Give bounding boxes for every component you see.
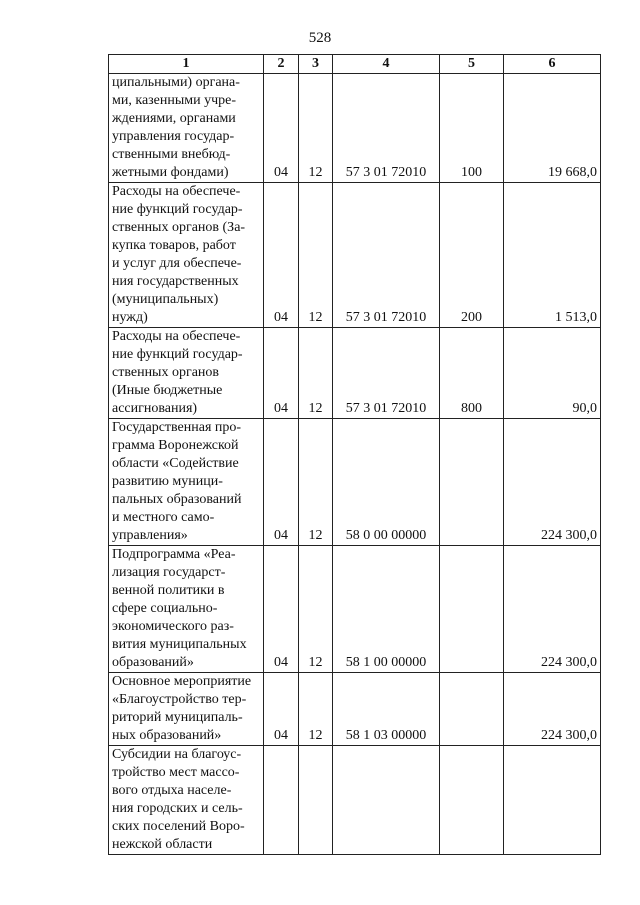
header-col-3: 3: [299, 55, 333, 74]
row-expense-type: [440, 673, 504, 746]
table-row: [109, 673, 601, 746]
row-name: Подпрограмма «Реа- лизация государст- венной политики в сфере социально- экономического раз- вития муниципальных образований»: [109, 546, 264, 673]
row-name: Государственная про- грамма Воронежской области «Содействие развитию муници- пальных образований и местного само- управления»: [109, 419, 264, 546]
row-name: Расходы на обеспече- ние функций государ- ственных органов (Иные бюджетные ассигнования): [109, 328, 264, 419]
table-row: [109, 746, 601, 855]
row-expense-type: [440, 546, 504, 673]
header-col-1: 1: [109, 55, 264, 74]
row-section: 04: [264, 74, 299, 183]
row-section: 04: [264, 183, 299, 328]
row-section: 04: [264, 419, 299, 546]
row-name: Субсидии на благоус- тройство мест массо- вого отдыха населе- ния городских и сель- ских поселений Воро- нежской области: [109, 746, 264, 855]
row-amount: 90,0: [504, 328, 601, 419]
row-expense-type: 800: [440, 328, 504, 419]
row-section: [264, 746, 299, 855]
row-target-article: 58 1 03 00000: [333, 673, 440, 746]
row-subsection: [299, 746, 333, 855]
budget-table: [108, 54, 601, 855]
row-expense-type: [440, 746, 504, 855]
header-col-4: 4: [333, 55, 440, 74]
row-expense-type: 200: [440, 183, 504, 328]
header-col-2: 2: [264, 55, 299, 74]
row-subsection: 12: [299, 673, 333, 746]
row-section: 04: [264, 673, 299, 746]
table-row: [109, 419, 601, 546]
table-row: [109, 546, 601, 673]
row-amount: 19 668,0: [504, 74, 601, 183]
row-amount: 224 300,0: [504, 673, 601, 746]
row-amount: 1 513,0: [504, 183, 601, 328]
row-target-article: 57 3 01 72010: [333, 328, 440, 419]
header-col-5: 5: [440, 55, 504, 74]
row-subsection: 12: [299, 328, 333, 419]
page-number: 528: [308, 30, 332, 46]
row-section: 04: [264, 328, 299, 419]
row-target-article: [333, 746, 440, 855]
table-row: [109, 183, 601, 328]
row-subsection: 12: [299, 546, 333, 673]
row-name: Расходы на обеспече- ние функций государ- ственных органов (За- купка товаров, работ и услуг для обеспече- ния государственных (муниципальных) нужд): [109, 183, 264, 328]
row-amount: [504, 746, 601, 855]
row-section: 04: [264, 546, 299, 673]
row-expense-type: [440, 419, 504, 546]
row-target-article: 58 1 00 00000: [333, 546, 440, 673]
table-row: [109, 328, 601, 419]
row-name: ципальными) органа- ми, казенными учре- ждениями, органами управления государ- ственными внебюд- жетными фондами): [109, 74, 264, 183]
row-target-article: 57 3 01 72010: [333, 183, 440, 328]
row-subsection: 12: [299, 183, 333, 328]
row-amount: 224 300,0: [504, 546, 601, 673]
row-name: Основное мероприятие «Благоустройство тер- риторий муниципаль- ных образований»: [109, 673, 264, 746]
row-expense-type: 100: [440, 74, 504, 183]
row-subsection: 12: [299, 419, 333, 546]
header-col-6: 6: [504, 55, 601, 74]
row-amount: 224 300,0: [504, 419, 601, 546]
row-subsection: 12: [299, 74, 333, 183]
table-row: [109, 74, 601, 183]
header-row: [109, 55, 601, 74]
row-target-article: 57 3 01 72010: [333, 74, 440, 183]
row-target-article: 58 0 00 00000: [333, 419, 440, 546]
